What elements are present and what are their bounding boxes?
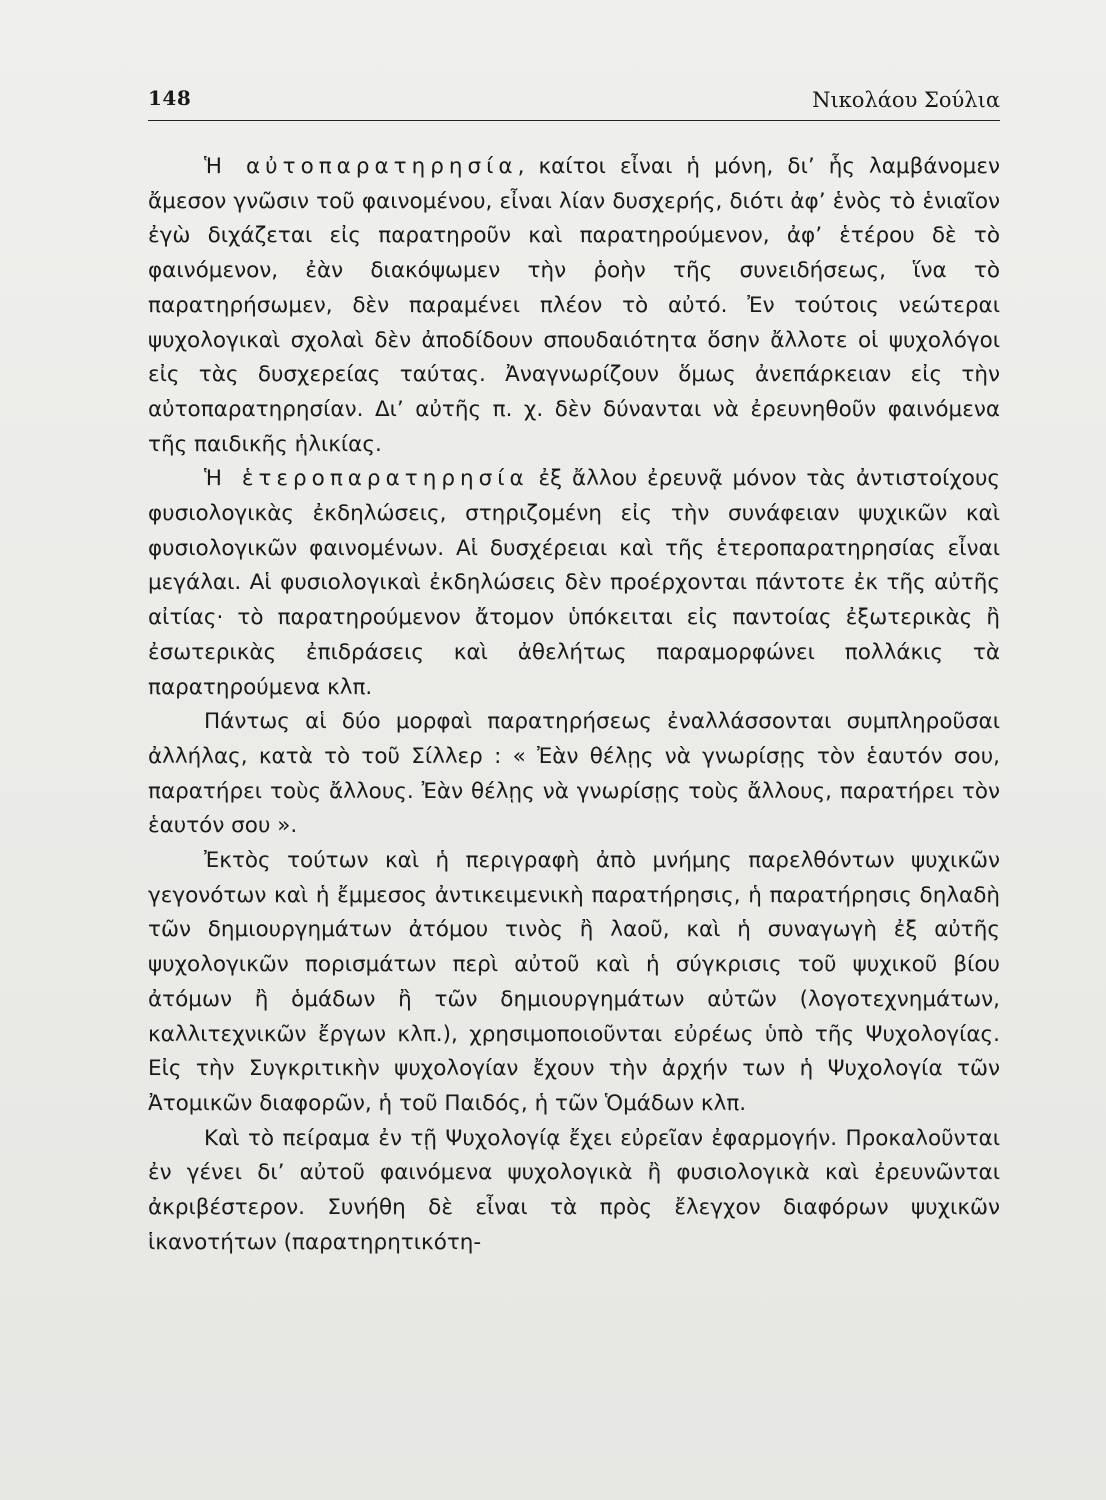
paragraph-text: Καὶ τὸ πείραμα ἐν τῇ Ψυχολογίᾳ ἔχει εὐρεῖαν ἐφαρμογήν. Προκαλοῦνται ἐν γένει δι’ αὐτοῦ φαινόμενα ψυχολογικὰ ἢ φυσιολογικὰ καὶ ἐρευνῶνται ἀκριβέστερον. Συνήθη δὲ εἶναι τὰ πρὸς ἔλεγχον διαφόρων ψυχικῶν ἱκανοτήτων (παρατηρητικότη- xyxy=(148,1125,1000,1255)
page-header xyxy=(148,84,1000,121)
paragraph-text: Πάντως αἱ δύο μορφαὶ παρατηρήσεως ἐναλλάσσονται συμπληροῦσαι ἀλλήλας, κατὰ τὸ τοῦ Σίλλερ : « Ἐὰν θέλῃς νὰ γνωρίσῃς τὸν ἑαυτόν σου, παρατήρει τοὺς ἄλλους. Ἐὰν θέλῃς νὰ γνωρίσῃς τοὺς ἄλλους, παρατήρει τὸν ἑαυτόν σου ». xyxy=(148,709,1000,839)
paragraph-schiller-quote xyxy=(148,705,1000,844)
body-text xyxy=(148,150,1000,1261)
paragraph-text: , καίτοι εἶναι ἡ μόνη, δι’ ἧς λαμβάνομεν ἄμεσον γνῶσιν τοῦ φαινομένου, εἶναι λίαν δυσχερής, διότι ἀφ’ ἑνὸς τὸ ἑνιαῖον ἐγὼ διχάζεται εἰς παρατηροῦν καὶ παρατηρούμενον, ἀφ’ ἑτέρου δὲ τὸ φαινόμενον, ἐὰν διακόψωμεν τὴν ῥοὴν τῆς συνειδήσεως, ἵνα τὸ παρατηρήσωμεν, δὲν παραμένει πλέον τὸ αὐτό. Ἐν τούτοις νεώτεραι ψυχολογικαὶ σχολαὶ δὲν ἀποδίδουν σπουδαιότητα ὅσην ἄλλοτε οἱ ψυχολόγοι εἰς τὰς δυσχερείας ταύτας. Ἀναγνωρίζουν ὅμως ἀνεπάρκειαν εἰς τὴν αὐτοπαρατηρησίαν. Δι’ αὐτῆς π. χ. δὲν δύνανται νὰ ἐρευνηθοῦν φαινόμενα τῆς παιδικῆς ἡλικίας. xyxy=(148,154,1000,457)
emphasized-term: Ἡ ἑτεροπαρατηρησία xyxy=(204,466,529,492)
paragraph-self-observation xyxy=(148,150,1000,462)
paragraph-hetero-observation xyxy=(148,462,1000,705)
running-title: Νικολάου Σούλια xyxy=(812,88,1000,112)
paragraph-experiment xyxy=(148,1122,1000,1261)
page-number: 148 xyxy=(148,86,192,110)
paragraph-other-methods xyxy=(148,844,1000,1122)
paragraph-text: ἐξ ἄλλου ἐρευνᾷ μόνον τὰς ἀντιστοίχους φυσιολογικὰς ἐκδηλώσεις, στηριζομένη εἰς τὴν συνάφειαν ψυχικῶν καὶ φυσιολογικῶν φαινομένων. Αἱ δυσχέρειαι καὶ τῆς ἑτεροπαρατηρησίας εἶναι μεγάλαι. Αἱ φυσιολογικαὶ ἐκδηλώσεις δὲν προέρχονται πάντοτε ἐκ τῆς αὐτῆς αἰτίας· τὸ παρατηρούμενον ἄτομον ὑπόκειται εἰς παντοίας ἐξωτερικὰς ἢ ἐσωτερικὰς ἐπιδράσεις καὶ ἀθελήτως παραμορφώνει πολλάκις τὰ παρατηρούμενα κλπ. xyxy=(148,466,1001,700)
emphasized-term: Ἡ αὐτοπαρατηρησία xyxy=(204,154,518,179)
paragraph-text: Ἐκτὸς τούτων καὶ ἡ περιγραφὴ ἀπὸ μνήμης παρελθόντων ψυχικῶν γεγονότων καὶ ἡ ἔμμεσος ἀντικειμενικὴ παρατήρησις, ἡ παρατήρησις δηλαδὴ τῶν δημιουργημάτων ἀτόμου τινὸς ἢ λαοῦ, καὶ ἡ συναγωγὴ ἐξ αὐτῆς ψυχολογικῶν πορισμάτων περὶ αὐτοῦ καὶ ἡ σύγκρισις τοῦ ψυχικοῦ βίου ἀτόμων ἢ ὁμάδων ἢ τῶν δημιουργημάτων αὐτῶν (λογοτεχνημάτων, καλλιτεχνικῶν ἔργων κλπ.), χρησιμοποιοῦνται εὐρέως ὑπὸ τῆς Ψυχολογίας. Εἰς τὴν Συγκριτικὴν ψυχολογίαν ἔχουν τὴν ἀρχήν των ἡ Ψυχολογία τῶν Ἀτομικῶν διαφορῶν, ἡ τοῦ Παιδός, ἡ τῶν Ὁμάδων κλπ. xyxy=(148,848,1000,1116)
